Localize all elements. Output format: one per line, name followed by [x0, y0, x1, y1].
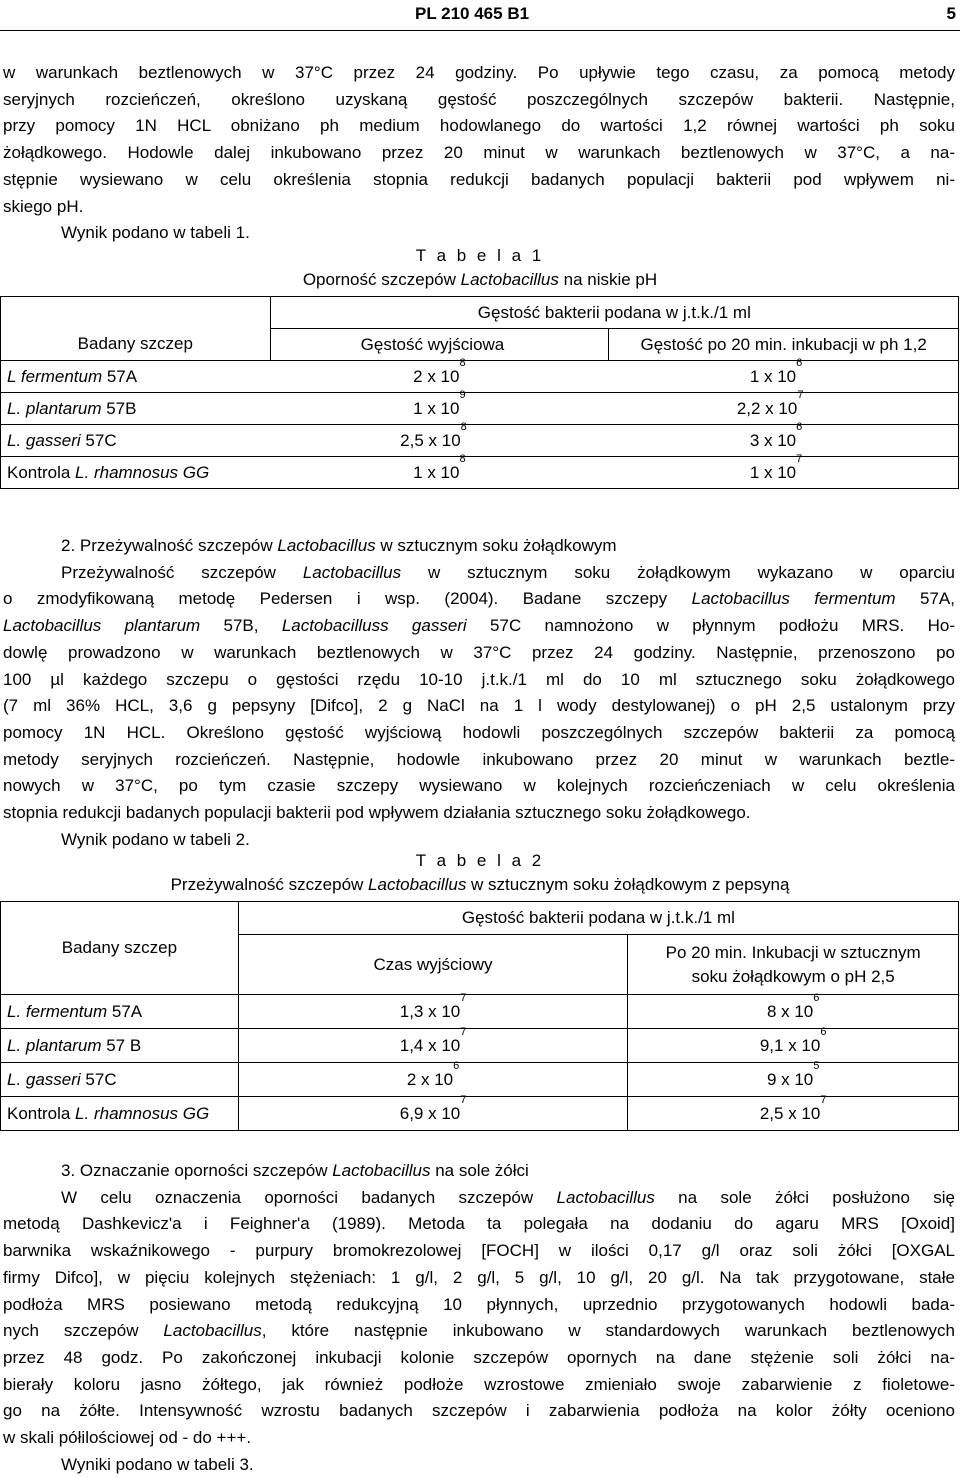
text-line: 100 µl każdego szczepu o gęstości rzędu 10-10 j.t.k./1 ml do 10 ml sztucznego soku żołądkowego	[3, 669, 955, 689]
table-row	[1, 1029, 959, 1063]
section3	[3, 1158, 955, 1478]
initial-density-cell: 1 x $10^8$	[270, 457, 609, 489]
strain-cell: L fermentum 57A	[1, 361, 271, 393]
text-line: podłoża MRS posiewano metodą redukcyjną 10 płynnych, uprzednio przygotowanych hodowli bada-	[3, 1294, 955, 1314]
strain-cell: L. fermentum 57A	[1, 995, 239, 1029]
text-line: metodą Dashkevicz'a i Feighner'a (1989). Metoda ta polegała na dodaniu do agaru MRS [Oxoid]	[3, 1214, 955, 1234]
result-note: Wynik podano w tabeli 2.	[61, 829, 250, 849]
table1-col-strain: Badany szczep	[1, 329, 271, 361]
strain-cell: Kontrola L. rhamnosus GG	[1, 1097, 239, 1131]
text-line: dowlę prowadzono w warunkach beztlenowych w 37°C przez 24 godziny. Następnie, przenoszono po	[3, 642, 955, 662]
text-line: w skali półilościowej od - do +++.	[3, 1428, 252, 1448]
text-line: pomocy 1N HCL. Określono gęstość wyjściową hodowli poszczególnych szczepów bakterii za pomocą	[3, 722, 955, 742]
text-line: Przeżywalność szczepów Lactobacillus w sztucznym soku żołądkowym wykazano w oparciu	[61, 562, 955, 582]
table2-col-initial: Czas wyjściowy	[238, 935, 628, 995]
page-header	[0, 4, 960, 26]
table1-title: Oporność szczepów Lactobacillus na niskie pH	[302, 270, 658, 289]
table-row	[1, 393, 959, 425]
initial-density-cell: 2,5 x $10^8$	[270, 425, 609, 457]
text-line: metody seryjnych rozcieńczeń. Następnie, hodowle inkubowano przez 20 minut w warunkach beztle-	[3, 749, 955, 769]
table-row	[1, 457, 959, 489]
text-line: przy pomocy 1N HCL obniżano ph medium hodowlanego do wartości 1,2 równej wartości ph soku	[3, 116, 955, 136]
text-line: seryjnych rozcieńczeń, określono uzyskaną gęstość poszczególnych szczepów bakterii. Następnie,	[3, 89, 955, 109]
page-number: 5	[946, 4, 956, 23]
initial-density-cell: 1,4 x $10^7$	[238, 1029, 628, 1063]
strain-cell: L. gasseri 57C	[1, 425, 271, 457]
strain-cell: L. gasseri 57C	[1, 1063, 239, 1097]
text-line: Lactobacillus plantarum 57B, Lactobacilluss gasseri 57C namnożono w płynnym podłożu MRS. Ho-	[3, 616, 955, 636]
initial-density-cell: 2 x $10^8$	[270, 361, 609, 393]
text-line: nowych w 37°C, po tym czasie szczepy wysiewano w kolejnych rozcieńczeniach w celu określenia	[3, 776, 955, 796]
text-line: przez 48 godz. Po zakończonej inkubacji kolonie szczepów opornych na dane stężenie soli żółci na-	[3, 1347, 955, 1367]
initial-density-cell: 2 x $10^6$	[238, 1063, 628, 1097]
initial-density-cell: 6,9 x $10^7$	[238, 1097, 628, 1131]
text-line: stępnie wysiewano w celu określenia stopnia redukcji badanych populacji bakterii pod wpływem ni-	[3, 169, 955, 189]
after-density-cell: 3 x $10^6$	[609, 425, 959, 457]
text-line: bierały koloru jasno żółtego, jak również podłoże wzrostowe zmieniało swoje zabarwienie z fioletowe-	[3, 1374, 955, 1394]
after-density-cell: 2,2 x $10^7$	[609, 393, 959, 425]
table1-caption: T a b e l a 1	[415, 246, 545, 265]
table1	[0, 296, 959, 489]
table-row	[1, 425, 959, 457]
text-line: W celu oznaczenia oporności badanych szczepów Lactobacillus na sole żółci posłużono się	[61, 1187, 955, 1207]
section3-heading: 3. Oznaczanie oporności szczepów Lactobacillus na sole żółci	[61, 1161, 529, 1180]
strain-cell: Kontrola L. rhamnosus GG	[1, 457, 271, 489]
table2-col-after: Po 20 min. Inkubacji w sztucznym soku żołądkowym o pH 2,5	[628, 935, 959, 995]
strain-cell: L. plantarum 57B	[1, 393, 271, 425]
text-line: żołądkowego. Hodowle dalej inkubowano przez 20 minut w warunkach beztlenowych w 37°C, a na-	[3, 143, 955, 163]
text-line: (7 ml 36% HCL, 3,6 g pepsyny [Difco], 2 g NaCl na 1 l wody destylowanej) o pH 2,5 ustalonym przy	[3, 696, 955, 716]
table2-col-strain: Badany szczep	[1, 902, 239, 995]
after-density-cell: 2,5 x $10^7$	[628, 1097, 959, 1131]
table1-corner	[1, 297, 271, 329]
after-density-cell: 1 x $10^7$	[609, 457, 959, 489]
table-row	[1, 361, 959, 393]
text-line: stopnia redukcji badanych populacji bakterii pod wpływem działania sztucznego soku żołądkowego.	[3, 803, 751, 823]
text-line: skiego pH.	[3, 196, 84, 216]
strain-cell: L. plantarum 57 B	[1, 1029, 239, 1063]
table-row	[1, 1097, 959, 1131]
result-note: Wynik podano w tabeli 1.	[61, 223, 250, 243]
after-density-cell: 9,1 x $10^6$	[628, 1029, 959, 1063]
paragraph-intro	[3, 60, 955, 247]
text-line: go na żółte. Intensywność wzrostu badanych szczepów i zabarwienia podłoża na kolor żółty oceniono	[3, 1401, 955, 1421]
text-line: nych szczepów Lactobacillus, które następnie inkubowano w standardowych warunkach beztlenowych	[3, 1321, 955, 1341]
table1-col-after: Gęstość po 20 min. inkubacji w ph 1,2	[609, 329, 959, 361]
patent-number: PL 210 465 B1	[415, 4, 530, 23]
section2	[3, 533, 955, 853]
initial-density-cell: 1 x $10^9$	[270, 393, 609, 425]
after-density-cell: 9 x $10^5$	[628, 1063, 959, 1097]
after-density-cell: 1 x $10^6$	[609, 361, 959, 393]
table2	[0, 901, 959, 1131]
text-line: o zmodyfikowaną metodę Pedersen i wsp. (2004). Badane szczepy Lactobacillus fermentum 57A,	[3, 589, 955, 609]
table2-caption: T a b e l a 2	[415, 851, 545, 870]
text-line: barwnika wskaźnikowego - purpury bromokrezolowej [FOCH] w ilości 0,17 g/l oraz soli żółci [OXGAL	[3, 1241, 955, 1261]
result-note: Wyniki podano w tabeli 3.	[61, 1454, 254, 1474]
table2-title: Przeżywalność szczepów Lactobacillus w sztucznym soku żołądkowym z pepsyną	[170, 875, 790, 894]
table1-col-initial: Gęstość wyjściowa	[270, 329, 609, 361]
table-row	[1, 1063, 959, 1097]
table2-group-header: Gęstość bakterii podana w j.t.k./1 ml	[238, 902, 958, 935]
section2-heading: 2. Przeżywalność szczepów Lactobacillus w sztucznym soku żołądkowym	[61, 536, 617, 555]
text-line: w warunkach beztlenowych w 37°C przez 24 godziny. Po upływie tego czasu, za pomocą metody	[3, 63, 955, 82]
table1-group-header: Gęstość bakterii podana w j.t.k./1 ml	[270, 297, 958, 329]
after-density-cell: 8 x $10^6$	[628, 995, 959, 1029]
table-row	[1, 995, 959, 1029]
initial-density-cell: 1,3 x $10^7$	[238, 995, 628, 1029]
header-rule	[0, 30, 960, 31]
text-line: firmy Difco], w pięciu kolejnych stężeniach: 1 g/l, 2 g/l, 5 g/l, 10 g/l, 20 g/l. Na tak przygotowane, stałe	[3, 1267, 955, 1287]
